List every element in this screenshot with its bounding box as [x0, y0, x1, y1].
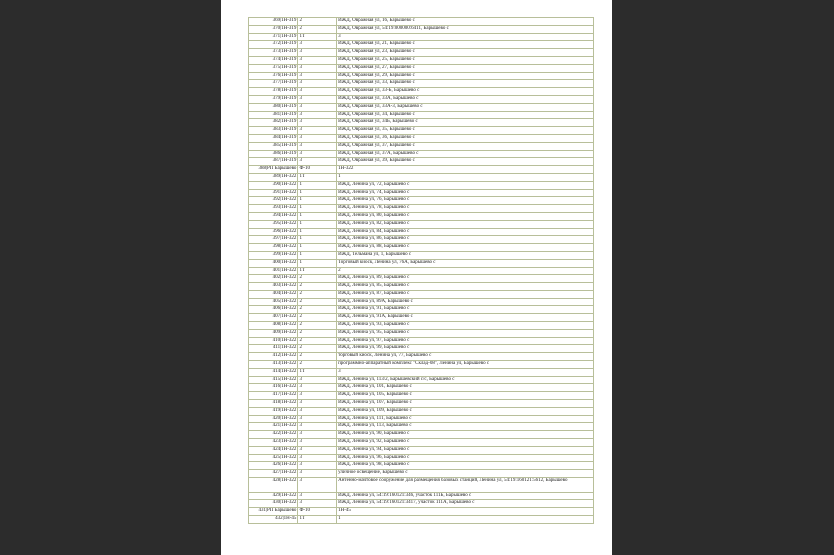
- table-row: [249, 492, 594, 500]
- category-cell: 1: [298, 251, 337, 259]
- description-cell: ИЖД, Овражная ул, 39, Барышево с: [337, 158, 594, 166]
- table-row: [249, 470, 594, 478]
- data-table: [248, 17, 594, 524]
- category-cell: 3: [298, 56, 337, 64]
- description-cell: ИЖД, Ленина ул, 89, Барышево с: [337, 275, 594, 283]
- table-row: [249, 478, 594, 493]
- description-cell: ИЖД, Овражная ул, 36, Барышево с: [337, 134, 594, 142]
- category-cell: 3: [298, 400, 337, 408]
- description-cell: ИЖД, Овражная ул, 34Б, Барышево с: [337, 119, 594, 127]
- category-cell: 1: [298, 220, 337, 228]
- table-row: [249, 400, 594, 408]
- description-cell: ИЖД, Ленина ул, 74, Барышево с: [337, 189, 594, 197]
- table-row: [249, 376, 594, 384]
- table-row: [249, 322, 594, 330]
- category-cell: 3: [298, 142, 337, 150]
- category-cell: 1: [298, 244, 337, 252]
- category-cell: 3: [298, 431, 337, 439]
- table-row: [249, 244, 594, 252]
- category-cell: 1: [298, 212, 337, 220]
- row-number-cell: 396|1Н-322: [249, 228, 298, 236]
- description-cell: ИЖД, Ленина ул, 97, Барышево с: [337, 337, 594, 345]
- description-cell: ИЖД, Овражная ул, 27, Барышево с: [337, 64, 594, 72]
- row-number-cell: 398|1Н-322: [249, 244, 298, 252]
- table-row: [249, 111, 594, 119]
- category-cell: Ф-10: [298, 166, 337, 174]
- category-cell: 1: [298, 197, 337, 205]
- category-cell: 3: [298, 103, 337, 111]
- table-row: [249, 88, 594, 96]
- table-row: [249, 205, 594, 213]
- table-row: [249, 189, 594, 197]
- table-row: [249, 18, 594, 26]
- row-number-cell: 381|1Н-319: [249, 111, 298, 119]
- description-cell: ИЖД, Ленина ул, 91, Барышево с: [337, 306, 594, 314]
- description-cell: ИЖД, Ленина ул, 80, Барышево с: [337, 212, 594, 220]
- description-cell: 2: [337, 267, 594, 275]
- description-cell: 1: [337, 516, 594, 524]
- category-cell: 2: [298, 18, 337, 26]
- category-cell: 2: [298, 361, 337, 369]
- category-cell: 3: [298, 392, 337, 400]
- row-number-cell: 401|1Н-322: [249, 267, 298, 275]
- description-cell: Антенно-мачтовое сооружение для размещения базовых станций, Ленина ул, 54:19:160121:5612, Барышево: [337, 478, 594, 493]
- table-row: [249, 142, 594, 150]
- category-cell: 3: [298, 384, 337, 392]
- description-cell: ИЖД, Овражная ул, 37А, Барышево с: [337, 150, 594, 158]
- category-cell: 2: [298, 306, 337, 314]
- row-number-cell: 392|1Н-322: [249, 197, 298, 205]
- table-row: [249, 275, 594, 283]
- table-row: [249, 197, 594, 205]
- row-number-cell: 406|1Н-322: [249, 306, 298, 314]
- table-row: [249, 181, 594, 189]
- row-number-cell: 411|1Н-322: [249, 345, 298, 353]
- description-cell: ИЖД, Ленина ул, 54:19:160121:346, участок 111Б, Барышево с: [337, 492, 594, 500]
- row-number-cell: 405|1Н-322: [249, 298, 298, 306]
- table-row: [249, 306, 594, 314]
- row-number-cell: 389|1Н-322: [249, 173, 298, 181]
- table-row: [249, 251, 594, 259]
- description-cell: ИЖД, Ленина ул, 99, Барышево с: [337, 345, 594, 353]
- category-cell: 1Т: [298, 173, 337, 181]
- category-cell: 2: [298, 322, 337, 330]
- document-page: [221, 0, 612, 555]
- category-cell: 3: [298, 150, 337, 158]
- table-row: [249, 392, 594, 400]
- table-row: [249, 220, 594, 228]
- category-cell: 1Т: [298, 368, 337, 376]
- description-cell: ИЖД, Овражная ул, 34, Барышево с: [337, 111, 594, 119]
- table-row: [249, 127, 594, 135]
- category-cell: 3: [298, 158, 337, 166]
- row-number-cell: 370|1Н-319: [249, 25, 298, 33]
- row-number-cell: 383|1Н-319: [249, 127, 298, 135]
- row-number-cell: 400|1Н-322: [249, 259, 298, 267]
- description-cell: ИЖД, Овражная ул, 33А, Барышево с: [337, 95, 594, 103]
- row-number-cell: 372|1Н-319: [249, 41, 298, 49]
- description-cell: уличное освещение, Барышево с: [337, 470, 594, 478]
- table-row: [249, 267, 594, 275]
- description-cell: ИЖД, Овражная ул, 35, Барышево с: [337, 127, 594, 135]
- category-cell: 2: [298, 329, 337, 337]
- table-row: [249, 439, 594, 447]
- row-number-cell: 373|1Н-319: [249, 49, 298, 57]
- table-row: [249, 80, 594, 88]
- description-cell: ИЖД, Ленина ул, 111, Барышево с: [337, 415, 594, 423]
- table-row: [249, 41, 594, 49]
- table-row: [249, 454, 594, 462]
- description-cell: ИЖД, Ленина ул, 109, Барышево с: [337, 407, 594, 415]
- description-cell: ИЖД, Овражная ул, 33-Б, Барышево с: [337, 88, 594, 96]
- category-cell: 3: [298, 95, 337, 103]
- category-cell: 3: [298, 111, 337, 119]
- category-cell: 3: [298, 80, 337, 88]
- description-cell: 1Н-322: [337, 166, 594, 174]
- description-cell: ИЖД, Овражная ул, 25, Барышево с: [337, 56, 594, 64]
- description-cell: ИЖД, Ленина ул, 87, Барышево с: [337, 290, 594, 298]
- description-cell: ИЖД, Ленина ул, 72, Барышево с: [337, 181, 594, 189]
- row-number-cell: 417|1Н-322: [249, 392, 298, 400]
- table-row: [249, 33, 594, 41]
- description-cell: ИЖД, Ленина ул, 92, Барышево с: [337, 439, 594, 447]
- row-number-cell: 429|1Н-322: [249, 492, 298, 500]
- category-cell: 1Т: [298, 33, 337, 41]
- table-row: [249, 150, 594, 158]
- description-cell: ИЖД, Ленина ул, 107, Барышево с: [337, 400, 594, 408]
- row-number-cell: 387|1Н-319: [249, 158, 298, 166]
- description-cell: ИЖД, Овражная ул, 54:19:000000:6411, Барышево с: [337, 25, 594, 33]
- row-number-cell: 412|1Н-322: [249, 353, 298, 361]
- description-cell: Торговый киоск, Ленина ул, 76А, Барышево с: [337, 259, 594, 267]
- category-cell: 3: [298, 407, 337, 415]
- description-cell: ИЖД, Тельмана ул, 1, Барышево с: [337, 251, 594, 259]
- table-row: [249, 384, 594, 392]
- table-row: [249, 49, 594, 57]
- category-cell: 3: [298, 72, 337, 80]
- description-cell: ИЖД, Овражная ул, 16, Барышево с: [337, 18, 594, 26]
- category-cell: 2: [298, 345, 337, 353]
- table-row: [249, 72, 594, 80]
- row-number-cell: 397|1Н-322: [249, 236, 298, 244]
- table-row: [249, 56, 594, 64]
- row-number-cell: 424|1Н-322: [249, 446, 298, 454]
- row-number-cell: 391|1Н-322: [249, 189, 298, 197]
- description-cell: ИЖД, Ленина ул, 94, Барышево с: [337, 446, 594, 454]
- row-number-cell: 426|1Н-322: [249, 462, 298, 470]
- table-row: [249, 134, 594, 142]
- row-number-cell: 431|РП Барышево: [249, 508, 298, 516]
- row-number-cell: 423|1Н-322: [249, 439, 298, 447]
- table-row: [249, 173, 594, 181]
- row-number-cell: 402|1Н-322: [249, 275, 298, 283]
- category-cell: 2: [298, 337, 337, 345]
- description-cell: ИЖД, Ленина ул, 76, Барышево с: [337, 197, 594, 205]
- row-number-cell: 430|1Н-322: [249, 500, 298, 508]
- table-row: [249, 423, 594, 431]
- description-cell: ИЖД, Ленина ул, 96, Барышево с: [337, 454, 594, 462]
- description-cell: ИЖД, Ленина ул, 85, Барышево с: [337, 283, 594, 291]
- description-cell: ИЖД, Ленина ул, 113/2, Барышевский с/с, Барышево с: [337, 376, 594, 384]
- description-cell: ИЖД, Ленина ул, 101, Барышево с: [337, 384, 594, 392]
- description-cell: ИЖД, Ленина ул, 90, Барышево с: [337, 431, 594, 439]
- category-cell: 2: [298, 283, 337, 291]
- row-number-cell: 428|1Н-322: [249, 478, 298, 493]
- row-number-cell: 380|1Н-319: [249, 103, 298, 111]
- table-row: [249, 158, 594, 166]
- description-cell: 1: [337, 173, 594, 181]
- row-number-cell: 375|1Н-319: [249, 64, 298, 72]
- description-cell: ИЖД, Ленина ул, 89А, Барышево с: [337, 298, 594, 306]
- row-number-cell: 394|1Н-322: [249, 212, 298, 220]
- row-number-cell: 432|1Н-45: [249, 516, 298, 524]
- description-cell: 3: [337, 33, 594, 41]
- category-cell: 3: [298, 415, 337, 423]
- row-number-cell: 377|1Н-319: [249, 80, 298, 88]
- row-number-cell: 415|1Н-322: [249, 376, 298, 384]
- description-cell: ИЖД, Ленина ул, 105, Барышево с: [337, 392, 594, 400]
- row-number-cell: 384|1Н-319: [249, 134, 298, 142]
- row-number-cell: 395|1Н-322: [249, 220, 298, 228]
- description-cell: 3: [337, 368, 594, 376]
- category-cell: 1: [298, 181, 337, 189]
- row-number-cell: 378|1Н-319: [249, 88, 298, 96]
- row-number-cell: 407|1Н-322: [249, 314, 298, 322]
- description-cell: ИЖД, Ленина ул, 91А, Барышево с: [337, 314, 594, 322]
- row-number-cell: 410|1Н-322: [249, 337, 298, 345]
- table-row: [249, 462, 594, 470]
- row-number-cell: 403|1Н-322: [249, 283, 298, 291]
- row-number-cell: 425|1Н-322: [249, 454, 298, 462]
- category-cell: 2: [298, 290, 337, 298]
- table-row: [249, 314, 594, 322]
- table-row: [249, 361, 594, 369]
- table-row: [249, 431, 594, 439]
- table-row: [249, 337, 594, 345]
- row-number-cell: 385|1Н-319: [249, 142, 298, 150]
- row-number-cell: 421|1Н-322: [249, 423, 298, 431]
- description-cell: ИЖД, Ленина ул, 54:19:160121:3417, участок 111А, Барышево с: [337, 500, 594, 508]
- table-row: [249, 95, 594, 103]
- row-number-cell: 413|1Н-322: [249, 361, 298, 369]
- table-row: [249, 103, 594, 111]
- row-number-cell: 382|1Н-319: [249, 119, 298, 127]
- category-cell: 3: [298, 49, 337, 57]
- table-row: [249, 259, 594, 267]
- description-cell: ИЖД, Ленина ул, 78, Барышево с: [337, 205, 594, 213]
- description-cell: ИЖД, Ленина ул, 84, Барышево с: [337, 228, 594, 236]
- row-number-cell: 408|1Н-322: [249, 322, 298, 330]
- category-cell: 1: [298, 205, 337, 213]
- category-cell: 2: [298, 25, 337, 33]
- category-cell: 1Т: [298, 267, 337, 275]
- row-number-cell: 404|1Н-322: [249, 290, 298, 298]
- category-cell: 3: [298, 423, 337, 431]
- category-cell: Ф-10: [298, 508, 337, 516]
- description-cell: ИЖД, Ленина ул, 88, Барышево с: [337, 244, 594, 252]
- category-cell: 1: [298, 228, 337, 236]
- category-cell: 3: [298, 376, 337, 384]
- row-number-cell: 409|1Н-322: [249, 329, 298, 337]
- table-row: [249, 290, 594, 298]
- category-cell: 3: [298, 134, 337, 142]
- row-number-cell: 418|1Н-322: [249, 400, 298, 408]
- row-number-cell: 369|1Н-319: [249, 18, 298, 26]
- table-row: [249, 500, 594, 508]
- table-row: [249, 212, 594, 220]
- table-row: [249, 329, 594, 337]
- description-cell: ИЖД, Ленина ул, 98, Барышево с: [337, 462, 594, 470]
- row-number-cell: 376|1Н-319: [249, 72, 298, 80]
- table-row: [249, 119, 594, 127]
- row-number-cell: 420|1Н-322: [249, 415, 298, 423]
- table-row: [249, 166, 594, 174]
- table-row: [249, 345, 594, 353]
- table-row: [249, 508, 594, 516]
- row-number-cell: 419|1Н-322: [249, 407, 298, 415]
- row-number-cell: 416|1Н-322: [249, 384, 298, 392]
- category-cell: 1: [298, 259, 337, 267]
- description-cell: программно-аппаратный комплекс "Склад-08", Ленина ул, Барышево с: [337, 361, 594, 369]
- table-row: [249, 298, 594, 306]
- description-cell: ИЖД, Ленина ул, 82, Барышево с: [337, 220, 594, 228]
- category-cell: 1: [298, 236, 337, 244]
- category-cell: 3: [298, 41, 337, 49]
- description-cell: ИЖД, Овражная ул, 33А-3, Барышево с: [337, 103, 594, 111]
- row-number-cell: 371|1Н-319: [249, 33, 298, 41]
- category-cell: 2: [298, 314, 337, 322]
- description-cell: ИЖД, Овражная ул, 23, Барышево с: [337, 49, 594, 57]
- table-row: [249, 516, 594, 524]
- description-cell: 1Н-45: [337, 508, 594, 516]
- category-cell: 3: [298, 478, 337, 493]
- row-number-cell: 374|1Н-319: [249, 56, 298, 64]
- table-row: [249, 283, 594, 291]
- table-row: [249, 236, 594, 244]
- category-cell: 3: [298, 462, 337, 470]
- description-cell: ИЖД, Ленина ул, 113, Барышево с: [337, 423, 594, 431]
- row-number-cell: 393|1Н-322: [249, 205, 298, 213]
- row-number-cell: 422|1Н-322: [249, 431, 298, 439]
- row-number-cell: 414|1Н-322: [249, 368, 298, 376]
- row-number-cell: 386|1Н-319: [249, 150, 298, 158]
- description-cell: ИЖД, Ленина ул, 93, Барышево с: [337, 322, 594, 330]
- category-cell: 1: [298, 189, 337, 197]
- category-cell: 3: [298, 454, 337, 462]
- table-row: [249, 407, 594, 415]
- description-cell: ИЖД, Овражная ул, 29, Барышево с: [337, 72, 594, 80]
- category-cell: 1Т: [298, 516, 337, 524]
- row-number-cell: 390|1Н-322: [249, 181, 298, 189]
- category-cell: 3: [298, 446, 337, 454]
- table-row: [249, 415, 594, 423]
- description-cell: ИЖД, Овражная ул, 37, Барышево с: [337, 142, 594, 150]
- category-cell: 3: [298, 127, 337, 135]
- table-row: [249, 368, 594, 376]
- table-row: [249, 446, 594, 454]
- category-cell: 3: [298, 492, 337, 500]
- category-cell: 3: [298, 88, 337, 96]
- category-cell: 3: [298, 119, 337, 127]
- row-number-cell: 399|1Н-322: [249, 251, 298, 259]
- category-cell: 3: [298, 500, 337, 508]
- table-row: [249, 64, 594, 72]
- description-cell: ИЖД, Ленина ул, 86, Барышево с: [337, 236, 594, 244]
- table-row: [249, 353, 594, 361]
- row-number-cell: 388|РП Барышево: [249, 166, 298, 174]
- description-cell: ИЖД, Ленина ул, 95, Барышево с: [337, 329, 594, 337]
- category-cell: 2: [298, 275, 337, 283]
- table-row: [249, 228, 594, 236]
- category-cell: 2: [298, 353, 337, 361]
- row-number-cell: 427|1Н-322: [249, 470, 298, 478]
- description-cell: торговый киоск, Ленина ул, 77, Барышево с: [337, 353, 594, 361]
- table-row: [249, 25, 594, 33]
- description-cell: ИЖД, Овражная ул, 33, Барышево с: [337, 80, 594, 88]
- category-cell: 2: [298, 298, 337, 306]
- category-cell: 3: [298, 64, 337, 72]
- row-number-cell: 379|1Н-319: [249, 95, 298, 103]
- category-cell: 3: [298, 470, 337, 478]
- category-cell: 3: [298, 439, 337, 447]
- description-cell: ИЖД, Овражная ул, 21, Барышево с: [337, 41, 594, 49]
